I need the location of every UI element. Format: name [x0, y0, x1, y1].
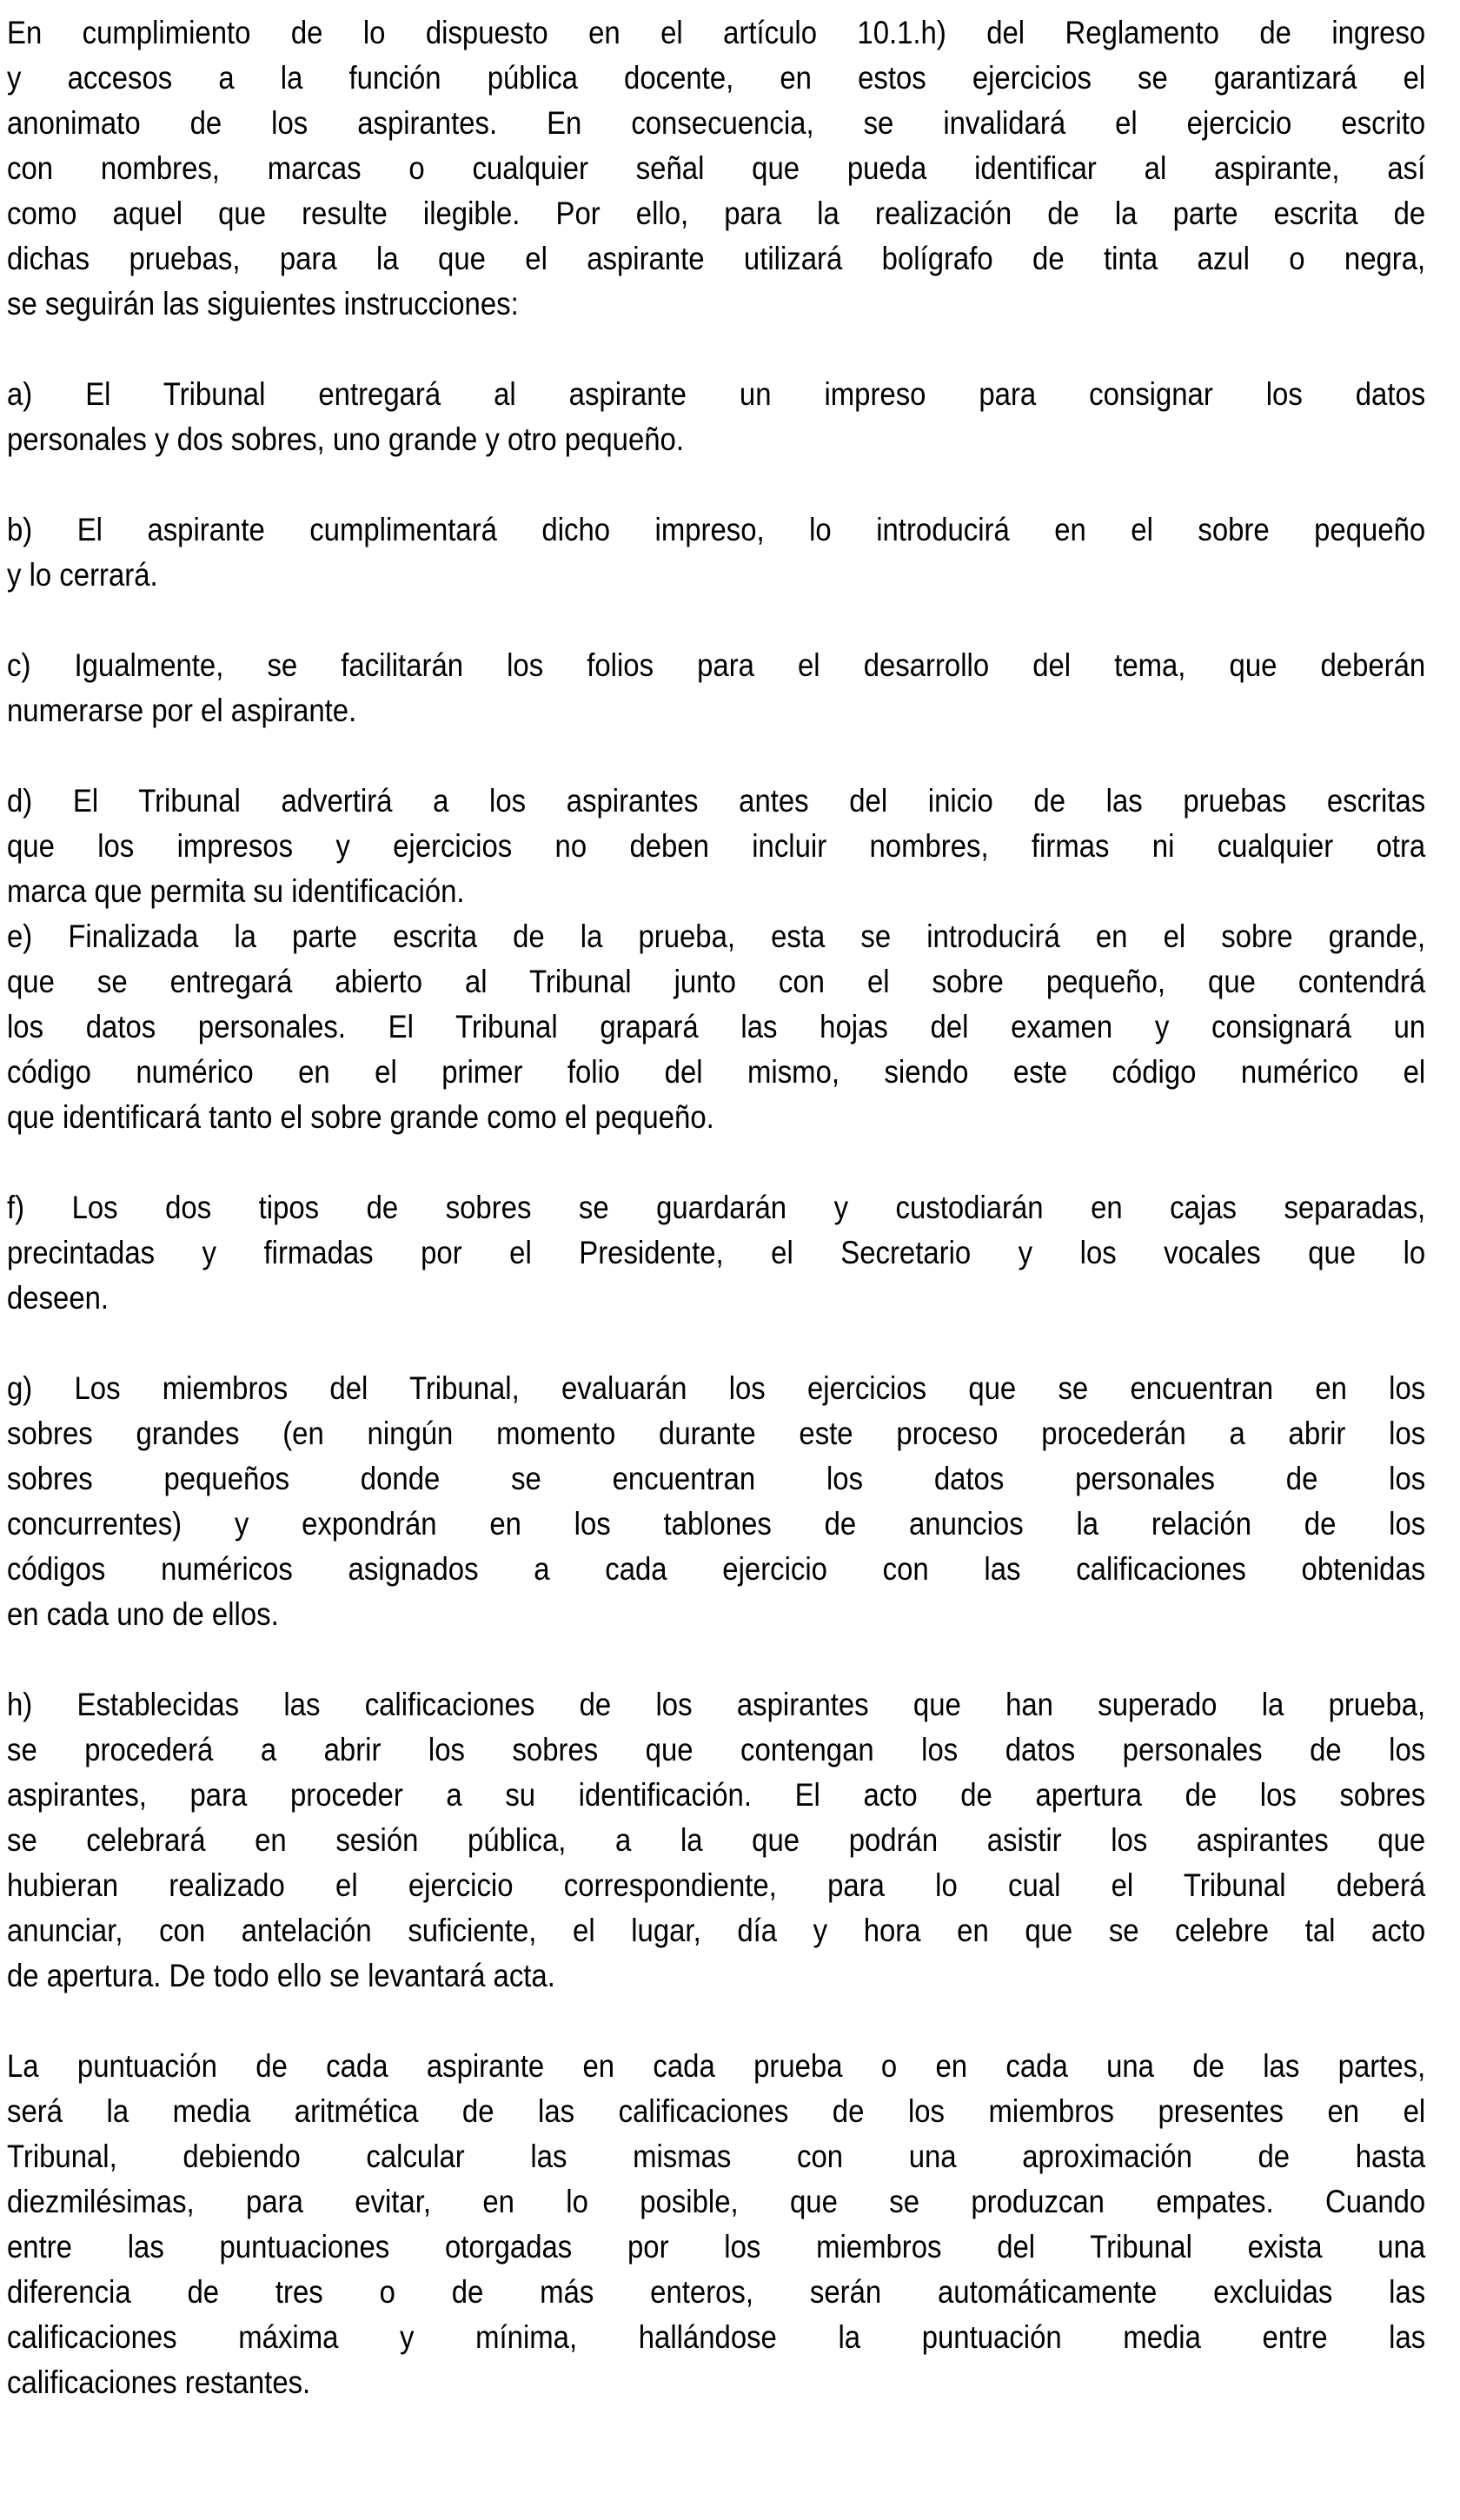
text-line: códigos numéricos asignados a cada ejercicio con las calificaciones obtenidas — [7, 1551, 1426, 1587]
text-line: anonimato de los aspirantes. En consecuencia, se invalidará el ejercicio escrito — [7, 105, 1426, 141]
text-line: se seguirán las siguientes instrucciones: — [7, 286, 519, 322]
text-line: y lo cerrará. — [7, 557, 158, 593]
paragraph-scoring — [7, 2044, 1425, 2405]
text-line: que los impresos y ejercicios no deben incluir nombres, firmas ni cualquier otra — [7, 828, 1426, 864]
paragraph-intro — [7, 10, 1425, 327]
text-line: d) El Tribunal advertirá a los aspirantes antes del inicio de las pruebas escritas — [7, 783, 1426, 819]
text-line: marca que permita su identificación. — [7, 873, 465, 909]
text-line: se procederá a abrir los sobres que contengan los datos personales de los — [7, 1732, 1426, 1767]
text-line: código numérico en el primer folio del mismo, siendo este código numérico el — [7, 1054, 1426, 1090]
text-line: calificaciones máxima y mínima, hallándose la puntuación media entre las — [7, 2319, 1426, 2355]
text-line: con nombres, marcas o cualquier señal que pueda identificar al aspirante, así — [7, 150, 1426, 186]
text-line: de apertura. De todo ello se levantará acta. — [7, 1958, 555, 1993]
text-line: g) Los miembros del Tribunal, evaluarán los ejercicios que se encuentran en los — [7, 1370, 1426, 1406]
text-line: diezmilésimas, para evitar, en lo posible, que se produzcan empates. Cuando — [7, 2184, 1426, 2219]
paragraph-item-e — [7, 914, 1425, 1140]
text-line: calificaciones restantes. — [7, 2364, 311, 2400]
text-line: como aquel que resulte ilegible. Por ello, para la realización de la parte escrita de — [7, 196, 1426, 231]
text-line: sobres grandes (en ningún momento durante este proceso procederán a abrir los — [7, 1416, 1426, 1451]
text-line: h) Establecidas las calificaciones de los aspirantes que han superado la prueba, — [7, 1687, 1426, 1722]
paragraph-item-b — [7, 507, 1425, 598]
text-line: c) Igualmente, se facilitarán los folios para el desarrollo del tema, que deberán — [7, 647, 1426, 683]
text-line: dichas pruebas, para la que el aspirante utilizará bolígrafo de tinta azul o negra, — [7, 241, 1426, 276]
text-line: diferencia de tres o de más enteros, serán automáticamente excluidas las — [7, 2274, 1426, 2310]
text-line: precintadas y firmadas por el Presidente, el Secretario y los vocales que lo — [7, 1235, 1426, 1270]
text-line: será la media aritmética de las calificaciones de los miembros presentes en el — [7, 2093, 1426, 2129]
text-line: concurrentes) y expondrán en los tablones de anuncios la relación de los — [7, 1506, 1426, 1542]
text-line: numerarse por el aspirante. — [7, 693, 357, 728]
text-line: La puntuación de cada aspirante en cada prueba o en cada una de las partes, — [7, 2048, 1426, 2084]
text-line: entre las puntuaciones otorgadas por los miembros del Tribunal exista una — [7, 2229, 1426, 2265]
text-line: Tribunal, debiendo calcular las mismas con una aproximación de hasta — [7, 2139, 1426, 2174]
paragraph-item-g — [7, 1366, 1425, 1637]
text-line: se celebrará en sesión pública, a la que podrán asistir los aspirantes que — [7, 1822, 1426, 1858]
paragraph-item-d — [7, 779, 1425, 914]
text-line: que se entregará abierto al Tribunal junto con el sobre pequeño, que contendrá — [7, 964, 1426, 999]
text-line: los datos personales. El Tribunal grapará las hojas del examen y consignará un — [7, 1009, 1426, 1044]
text-line: En cumplimiento de lo dispuesto en el artículo 10.1.h) del Reglamento de ingreso — [7, 15, 1426, 50]
text-line: b) El aspirante cumplimentará dicho impreso, lo introducirá en el sobre pequeño — [7, 512, 1426, 547]
text-line: anunciar, con antelación suficiente, el lugar, día y hora en que se celebre tal acto — [7, 1913, 1426, 1948]
text-line: deseen. — [7, 1280, 110, 1316]
document-body — [7, 10, 1425, 2405]
text-line: que identificará tanto el sobre grande como el pequeño. — [7, 1099, 714, 1135]
text-line: hubieran realizado el ejercicio correspondiente, para lo cual el Tribunal deberá — [7, 1867, 1426, 1903]
text-line: personales y dos sobres, uno grande y otro pequeño. — [7, 421, 685, 457]
paragraph-item-f — [7, 1185, 1425, 1321]
paragraph-item-a — [7, 372, 1425, 462]
text-line: sobres pequeños donde se encuentran los datos personales de los — [7, 1461, 1426, 1496]
text-line: en cada uno de ellos. — [7, 1596, 279, 1632]
text-line: y accesos a la función pública docente, en estos ejercicios se garantizará el — [7, 60, 1426, 96]
text-line: a) El Tribunal entregará al aspirante un impreso para consignar los datos — [7, 376, 1426, 412]
text-line: e) Finalizada la parte escrita de la prueba, esta se introducirá en el sobre grande, — [7, 918, 1426, 954]
text-line: f) Los dos tipos de sobres se guardarán y custodiarán en cajas separadas, — [7, 1190, 1426, 1225]
paragraph-item-c — [7, 643, 1425, 733]
paragraph-item-h — [7, 1682, 1425, 1999]
text-line: aspirantes, para proceder a su identificación. El acto de apertura de los sobres — [7, 1777, 1426, 1813]
